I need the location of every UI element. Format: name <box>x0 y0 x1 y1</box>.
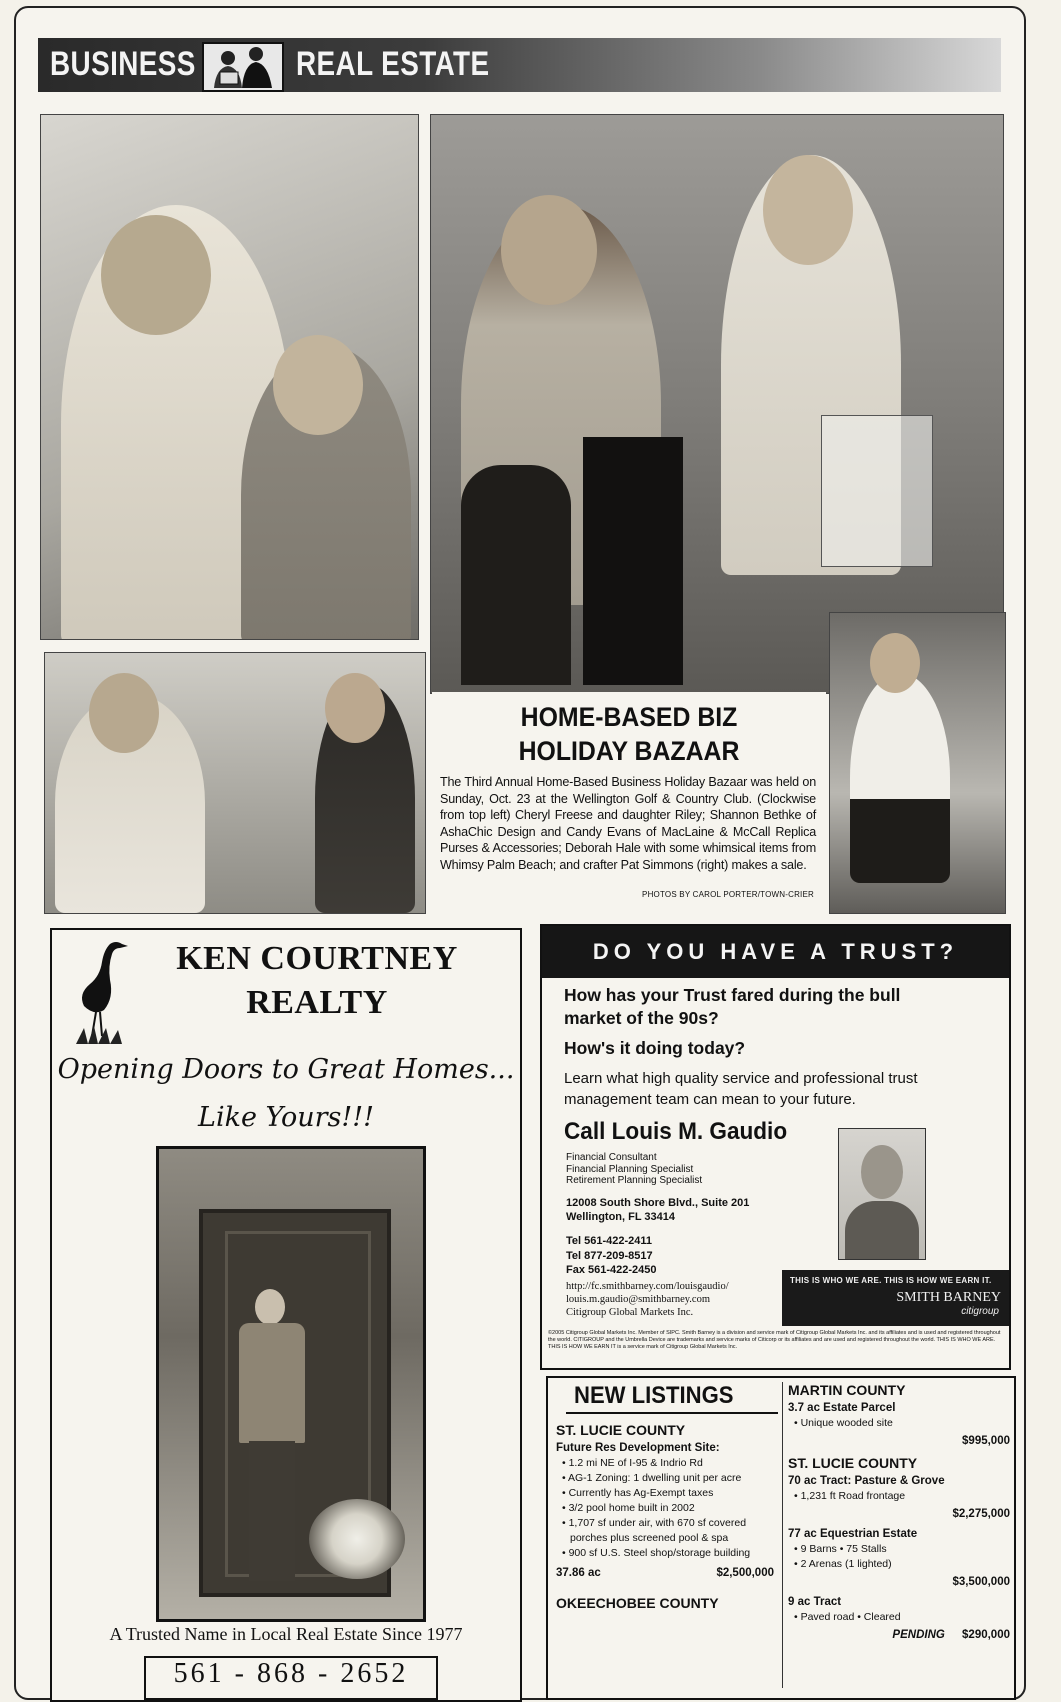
trust-question-2: How's it doing today? <box>564 1038 746 1058</box>
listing-bullet: • 1,231 ft Road frontage <box>794 1490 906 1502</box>
listing-bullet: • 1,707 sf under air, with 670 sf covered porches plus screened pool & spa <box>562 1517 747 1544</box>
ken-tagline-line1: Opening Doors to Great Homes... <box>57 1054 515 1085</box>
listing-price: $3,500,000 <box>952 1576 1010 1588</box>
county-heading: ST. LUCIE COUNTY <box>556 1422 686 1438</box>
feature-caption <box>432 692 826 912</box>
column-divider <box>782 1382 783 1688</box>
smith-barney-brand-bar <box>782 1270 1009 1326</box>
phone-line[interactable]: Tel 561-422-2411 <box>566 1235 653 1247</box>
address-line: Wellington, FL 33414 <box>566 1211 676 1223</box>
advisor-address <box>566 1196 749 1224</box>
listing-price: $2,500,000 <box>716 1567 774 1579</box>
listing-summary-row <box>556 1567 774 1579</box>
advisor-company: Citigroup Global Markets Inc. <box>566 1307 694 1318</box>
listing-bullet: • 1.2 mi NE of I-95 & Indrio Rd <box>562 1457 703 1469</box>
photo-cheryl-and-riley <box>40 114 419 640</box>
listing-bullet: • Unique wooded site <box>794 1417 893 1429</box>
listings-title: NEW LISTINGS <box>574 1382 734 1409</box>
flower-pot <box>309 1499 405 1579</box>
listing-bullet: • 3/2 pool home built in 2002 <box>562 1502 695 1514</box>
advisor-url[interactable]: http://fc.smithbarney.com/louisgaudio/ <box>566 1281 729 1292</box>
property-title: Future Res Development Site: <box>556 1442 720 1454</box>
listings-right-column <box>788 1382 1010 1649</box>
ken-tagline-line2: Like Yours!!! <box>198 1102 374 1133</box>
county-heading: MARTIN COUNTY <box>788 1382 906 1398</box>
county-heading: OKEECHOBEE COUNTY <box>556 1595 719 1611</box>
property-title: 77 ac Equestrian Estate <box>788 1528 918 1540</box>
county-heading: ST. LUCIE COUNTY <box>788 1455 918 1471</box>
advisor-email[interactable]: louis.m.gaudio@smithbarney.com <box>566 1294 711 1305</box>
trust-question-1: How has your Trust fared during the bull market of the 90s? <box>564 985 901 1028</box>
listing-bullet: • 9 Barns • 75 Stalls <box>794 1543 887 1555</box>
feature-body: The Third Annual Home-Based Business Holiday Bazaar was held on Sunday, Oct. 23 at the Wellington Golf & Country Club. (Clockwise from top left) Cheryl Freese and daughter Riley; Shannon Bethke of AshaChic Design and Candy Evans of MacLaine & McCall Replica Purses & Accessories; Deborah Hale with some whimsical items from Whimsy Palm Beach; and crafter Pat Simmons (right) makes a sale. <box>440 775 816 872</box>
advisor-phones <box>566 1234 657 1278</box>
photo-bethke-and-evans <box>430 114 1004 694</box>
listing-price: $290,000 <box>962 1629 1010 1641</box>
citigroup-logo: citigroup <box>961 1306 999 1317</box>
advisor-portrait <box>838 1128 926 1260</box>
property-title: 3.7 ac Estate Parcel <box>788 1402 896 1414</box>
business-people-icon <box>202 42 284 92</box>
listings-left-column <box>556 1422 774 1615</box>
pending-badge: PENDING <box>892 1629 945 1641</box>
advisor-web-contacts <box>566 1280 729 1319</box>
new-listings-ad <box>546 1376 1016 1700</box>
brand-motto: THIS IS WHO WE ARE. THIS IS HOW WE EARN IT. <box>790 1276 992 1285</box>
agent-figure <box>233 1289 313 1589</box>
trust-call-line: Call Louis M. Gaudio <box>564 1118 788 1145</box>
section-title-real-estate: REAL ESTATE <box>296 45 490 83</box>
heron-icon <box>70 936 130 1046</box>
photo-credit: PHOTOS BY CAROL PORTER/TOWN-CRIER <box>642 890 814 899</box>
listing-bullet: • 900 sf U.S. Steel shop/storage building <box>562 1547 751 1559</box>
trust-headline: DO YOU HAVE A TRUST? <box>542 926 1009 978</box>
listing-bullet: • Currently has Ag-Exempt taxes <box>562 1487 714 1499</box>
property-title: 9 ac Tract <box>788 1596 842 1608</box>
advisor-title: Financial Planning Specialist <box>566 1163 694 1175</box>
listing-bullet: • Paved road • Cleared <box>794 1611 901 1623</box>
address-line: 12008 South Shore Blvd., Suite 201 <box>566 1197 750 1209</box>
advisor-title: Retirement Planning Specialist <box>566 1175 703 1186</box>
ken-name-line2: REALTY <box>246 984 388 1021</box>
listing-price-row <box>788 1629 1010 1641</box>
ken-trusted-line: A Trusted Name in Local Real Estate Since 1977 <box>109 1624 463 1644</box>
photo-pat-simmons <box>829 612 1006 914</box>
trust-pitch: Learn what high quality service and professional trust management team can mean to your future. <box>564 1070 918 1108</box>
listing-price: $995,000 <box>962 1435 1010 1447</box>
property-title: 70 ac Tract: Pasture & Grove <box>788 1475 945 1487</box>
section-title-business: BUSINESS <box>50 45 196 83</box>
smith-barney-logo: SMITH BARNEY <box>896 1290 1001 1305</box>
ken-courtney-ad <box>50 928 522 1702</box>
advisor-title: Financial Consultant <box>566 1152 657 1163</box>
listing-price: $2,275,000 <box>952 1508 1010 1520</box>
listing-bullet: • AG-1 Zoning: 1 dwelling unit per acre <box>562 1472 742 1484</box>
legal-fine-print: ©2005 Citigroup Global Markets Inc. Member of SIPC. Smith Barney is a division and service mark of Citigroup Global Markets Inc. and its affiliates and is used and registered throughout the world. CITIGROUP and the Umbrella Device are trademarks and service marks of Citicorp or its affiliates and are used and registered throughout the world. THIS IS WHO WE ARE. THIS IS HOW WE EARN IT is a service mark of Citigroup Global Markets Inc. <box>548 1330 1001 1350</box>
feature-title-line1: HOME-BASED BIZ <box>520 702 738 732</box>
smith-barney-trust-ad <box>540 924 1011 1370</box>
listing-bullet: • 2 Arenas (1 lighted) <box>794 1558 892 1570</box>
title-rule <box>566 1412 778 1414</box>
ken-phone[interactable]: 561 - 868 - 2652 <box>144 1656 438 1700</box>
ken-name-line1: KEN COURTNEY <box>176 940 458 977</box>
ken-door-photo <box>156 1146 426 1622</box>
advisor-titles <box>566 1152 702 1187</box>
fax-line: Fax 561-422-2450 <box>566 1264 657 1276</box>
phone-line[interactable]: Tel 877-209-8517 <box>566 1249 653 1262</box>
feature-title-line2: HOLIDAY BAZAAR <box>518 736 740 766</box>
photo-deborah-hale <box>44 652 426 914</box>
section-header <box>38 38 1001 92</box>
listing-acres: 37.86 ac <box>556 1567 601 1579</box>
